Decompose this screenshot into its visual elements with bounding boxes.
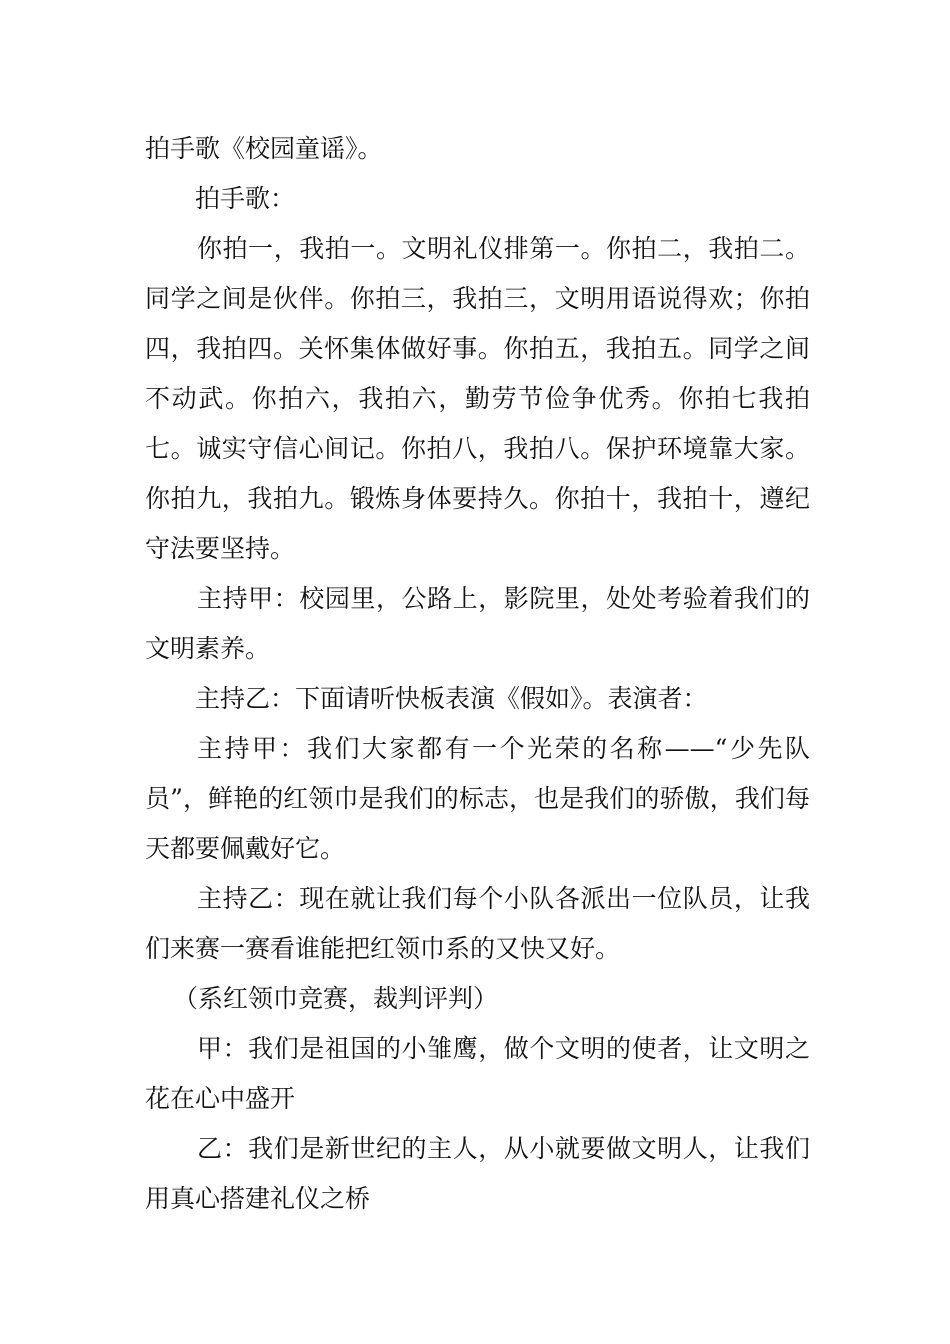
paragraph-host-a-1: 主持甲：校园里，公路上，影院里，处处考验着我们的文明素养。 xyxy=(145,584,810,663)
document-page xyxy=(145,124,810,1224)
paragraph-host-b-3: 乙：我们是新世纪的主人，从小就要做文明人，让我们用真心搭建礼仪之桥 xyxy=(145,1134,810,1213)
paragraph-song-title: 拍手歌《校园童谣》。 xyxy=(145,134,383,163)
paragraph-host-a-2: 主持甲：我们大家都有一个光荣的名称——“少先队员”，鲜艳的红领巾是我们的标志，也是我们的骄傲，我们每天都要佩戴好它。 xyxy=(145,734,810,863)
paragraph-host-b-1: 主持乙：下面请听快板表演《假如》。表演者： xyxy=(195,684,708,713)
paragraph-host-a-3: 甲：我们是祖国的小雏鹰，做个文明的使者，让文明之花在心中盛开 xyxy=(145,1034,810,1113)
paragraph-song-heading: 拍手歌： xyxy=(195,184,296,213)
paragraph-song-lyrics: 你拍一，我拍一。文明礼仪排第一。你拍二，我拍二。同学之间是伙伴。你拍三，我拍三，文明用语说得欢；你拍四，我拍四。关怀集体做好事。你拍五，我拍五。同学之间不动武。你拍六，我拍六，勤劳节俭争优秀。你拍七我拍七。诚实守信心间记。你拍八，我拍八。保护环境靠大家。你拍九，我拍九。锻炼身体要持久。你拍十，我拍十，遵纪守法要坚持。 xyxy=(145,234,810,563)
paragraph-host-b-2: 主持乙：现在就让我们每个小队各派出一位队员，让我们来赛一赛看谁能把红领巾系的又快又好。 xyxy=(145,884,810,963)
paragraph-stage-direction: （系红领巾竞赛，裁判评判） xyxy=(173,984,499,1013)
